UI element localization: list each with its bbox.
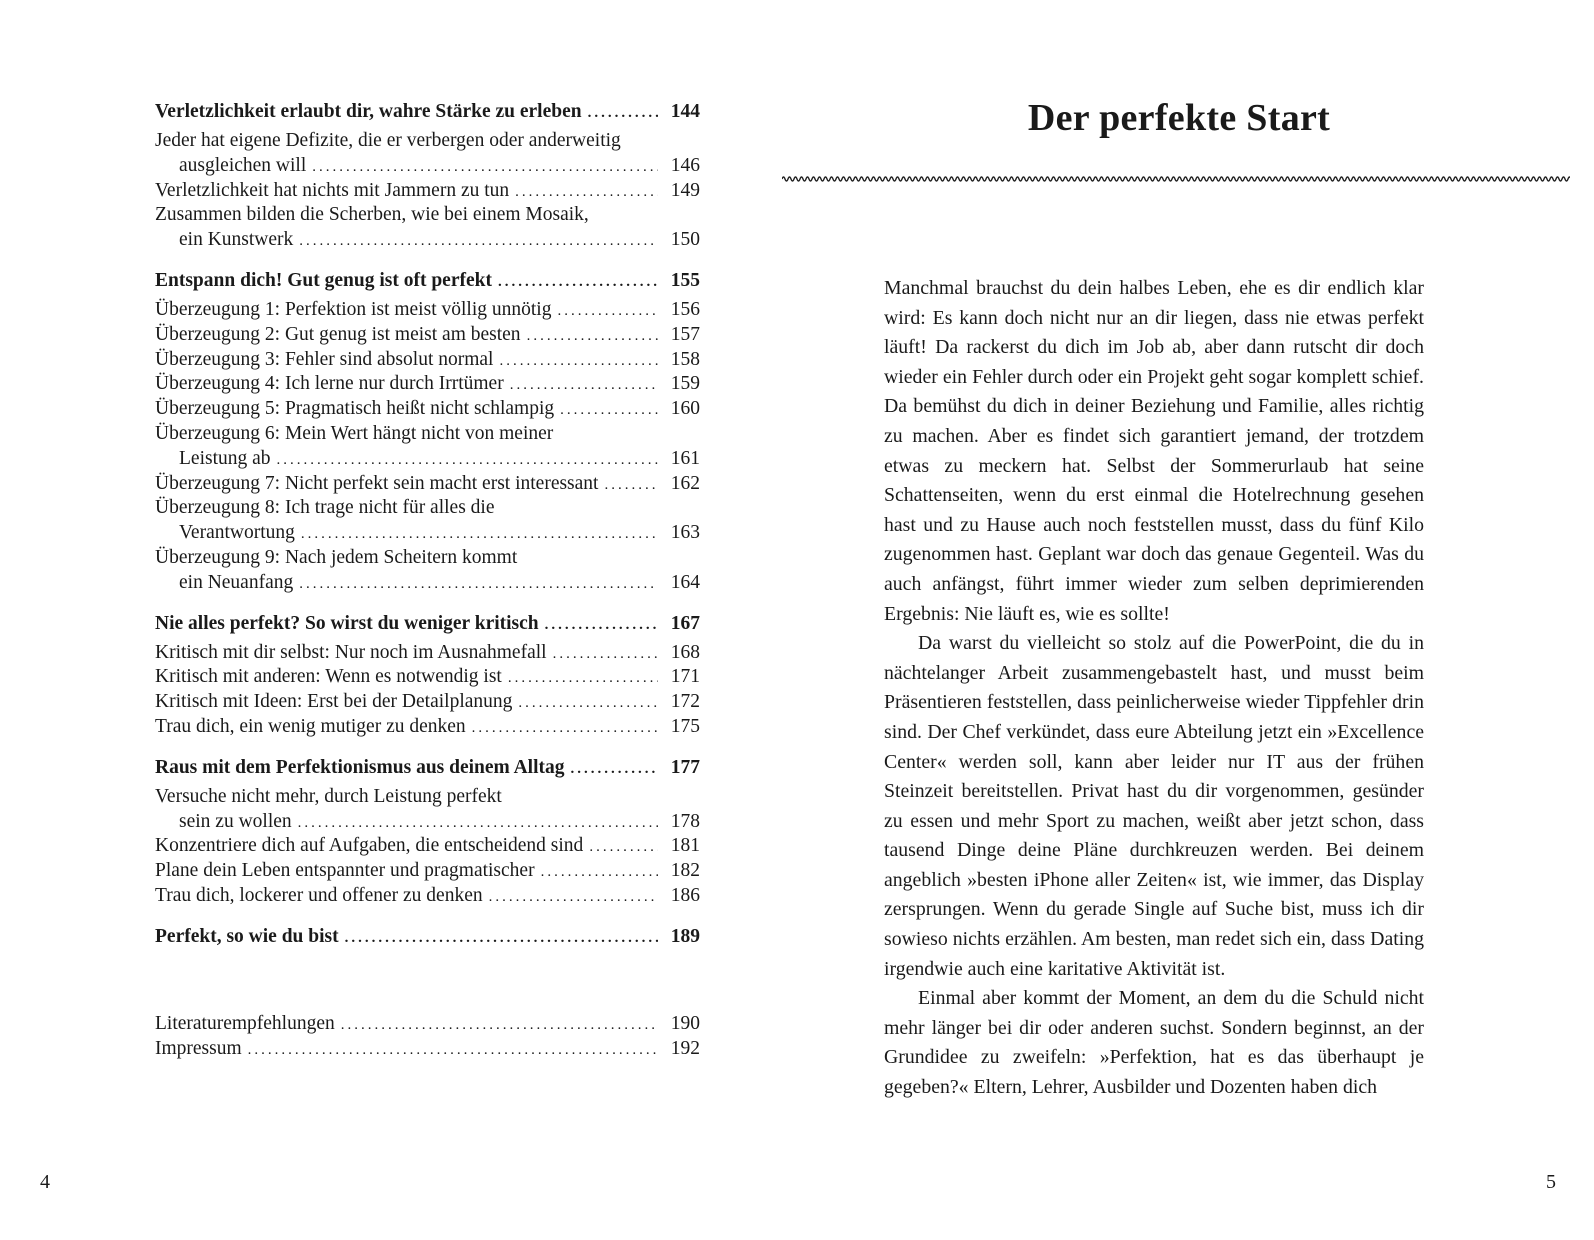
dot-leader [298, 811, 658, 836]
toc-entry-title: Überzeugung 3: Fehler sind absolut normal [155, 348, 494, 370]
toc-entry-page: 181 [670, 835, 700, 857]
wavy-divider [782, 172, 1570, 186]
toc-entry-page: 157 [670, 323, 700, 345]
toc-appendix-entry-title: Literaturempfehlungen [155, 1012, 335, 1034]
toc-entry-title: Leistung ab [179, 447, 271, 469]
toc-entry [155, 323, 700, 348]
chapter-title: Der perfekte Start [1027, 97, 1331, 139]
dot-leader [510, 373, 658, 398]
dot-leader [277, 448, 658, 473]
page-number-right: 5 [1546, 1171, 1556, 1193]
toc-entry [155, 348, 700, 373]
toc-entry-page: 158 [670, 348, 700, 370]
toc-entry-title: Überzeugung 7: Nicht perfekt sein macht erst interessant [155, 472, 599, 494]
toc-entry [155, 884, 700, 909]
toc-entry-title: ein Neuanfang [179, 571, 294, 593]
toc-entry-page: 182 [670, 860, 700, 882]
dot-leader [589, 835, 658, 860]
toc-entry-title: Kritisch mit dir selbst: Nur noch im Ausnahmefall [155, 641, 547, 663]
toc-section [155, 925, 700, 952]
toc-chapter-heading-title: Perfekt, so wie du bist [155, 925, 339, 947]
toc-entry [155, 372, 700, 397]
dot-leader [560, 398, 658, 423]
toc-entry [155, 715, 700, 740]
toc-entry-page: 161 [670, 447, 700, 469]
toc-chapter-heading-page: 189 [670, 925, 700, 947]
dot-leader [499, 349, 658, 374]
toc-appendix-entry-title: Impressum [155, 1037, 242, 1059]
toc-chapter-heading [155, 925, 700, 952]
toc-section [155, 100, 700, 253]
dot-leader [498, 270, 658, 295]
toc-entry-first-line: Jeder hat eigene Defizite, die er verbergen oder anderweitig [155, 130, 621, 151]
dot-leader [341, 1013, 658, 1038]
dot-leader [489, 885, 658, 910]
toc-entry-page: 162 [670, 472, 700, 494]
toc-entry [155, 834, 700, 859]
toc-entry-title: Überzeugung 4: Ich lerne nur durch Irrtümer [155, 373, 504, 395]
toc-entry-first-line: Versuche nicht mehr, durch Leistung perfekt [155, 785, 502, 807]
toc-entry-page: 178 [670, 810, 700, 832]
toc-entry [155, 447, 700, 472]
toc-entry-title: Kritisch mit anderen: Wenn es notwendig ist [155, 666, 502, 688]
chapter-body-text [884, 274, 1424, 1103]
toc-entry-page: 150 [670, 229, 700, 251]
dot-leader [604, 473, 658, 498]
right-page [790, 0, 1594, 1240]
dot-leader [508, 666, 658, 691]
toc-entry-title: sein zu wollen [179, 810, 292, 832]
dot-leader [248, 1038, 658, 1063]
toc-entry-page: 168 [670, 641, 700, 663]
toc-entry-title: Verantwortung [179, 522, 295, 544]
toc-chapter-heading-page: 167 [670, 612, 700, 634]
toc-appendix-entry [155, 1037, 700, 1062]
toc-entry-title: Überzeugung 2: Gut genug ist meist am besten [155, 323, 521, 345]
left-page [0, 0, 790, 1240]
dot-leader [541, 860, 658, 885]
toc-entry-page: 186 [670, 884, 700, 906]
dot-leader [545, 613, 658, 638]
toc-entry-title: Trau dich, lockerer und offener zu denken [155, 884, 483, 906]
dot-leader [301, 522, 658, 547]
toc-entry [155, 397, 700, 422]
toc-entry-page: 171 [670, 666, 700, 688]
dot-leader [518, 691, 658, 716]
toc-chapter-heading [155, 269, 700, 296]
toc-entry-title: Kritisch mit Ideen: Erst bei der Detailplanung [155, 691, 513, 713]
toc-entry [155, 665, 700, 690]
dot-leader [588, 101, 658, 126]
toc-section [155, 756, 700, 909]
table-of-contents [155, 100, 700, 1077]
toc-chapter-heading [155, 100, 700, 127]
toc-entry [155, 179, 700, 204]
toc-chapter-heading-title: Nie alles perfekt? So wirst du weniger kritisch [155, 612, 539, 634]
dot-leader [299, 572, 658, 597]
toc-entry-first-line: Überzeugung 6: Mein Wert hängt nicht von meiner [155, 422, 554, 444]
toc-entry-page: 159 [670, 373, 700, 395]
toc-entry [155, 472, 700, 497]
toc-entry-title: Überzeugung 5: Pragmatisch heißt nicht schlampig [155, 398, 555, 420]
toc-entry-page: 160 [670, 398, 700, 420]
toc-entry [155, 641, 700, 666]
toc-appendix-entry-page: 192 [670, 1037, 700, 1059]
toc-chapter-heading-title: Entspann dich! Gut genug ist oft perfekt [155, 269, 492, 291]
dot-leader [571, 757, 659, 782]
body-paragraph: Manchmal brauchst du dein halbes Leben, ehe es dir endlich klar wird: Es kann doch nicht nur an dir liegen, dass nie etwas perfekt läuft! Da rackerst du dich im Job ab, aber dann rutscht dir doch wieder ein Fehler durch oder ein Projekt geht sogar komplett schief. Da bemühst du dich in deiner Beziehung und Familie, alles richtig zu machen. Aber es findet sich garantiert jemand, der trotzdem etwas zu meckern hat. Selbst der Sommerurlaub hat seine Schattenseiten, wenn du erst einmal die Hotelrechnung gesehen hast und zu Hause auch noch feststellen musst, dass du fünf Kilo zugenommen hast. Geplant war doch das genaue Gegenteil. Was du auch anfängst, führt immer wieder zum selben deprimierenden Ergebnis: Nie läuft es, wie es sollte! [884, 277, 1424, 625]
dot-leader [557, 299, 658, 324]
toc-chapter-heading-title: Raus mit dem Perfektionismus aus deinem Alltag [155, 756, 565, 778]
toc-entry-first-line: Überzeugung 9: Nach jedem Scheitern kommt [155, 546, 518, 568]
toc-entry-first-line: Überzeugung 8: Ich trage nicht für alles die [155, 497, 495, 519]
toc-appendix-entry [155, 1012, 700, 1037]
dot-leader [312, 155, 658, 180]
body-paragraph: Da warst du vielleicht so stolz auf die PowerPoint, die du in nächtelanger Arbeit zusammengebastelt hast, und musst beim Präsentieren feststellen, dass peinlicherweise wieder Tippfehler drin sind. Der Chef verkündet, dass eure Abteilung jetzt ein »Excellence Center« werden soll, kann aber leider nur IT aus der frühen Steinzeit bereitstellen. Privat hast du dir vorgenommen, gesünder zu essen und mehr Sport zu machen, weißt aber jetzt schon, dass tausend Dinge deine Pläne durchkreuzen werden. Bei deinem angeblich »besten iPhone aller Zeiten« ist, wie immer, das Display zersprungen. Wenn du gerade Single auf Suche bist, muss ich dir sowieso nichts erzählen. Am besten, man redet sich ein, dass Dating irgendwie auch eine karitative Aktivität ist. [884, 632, 1424, 980]
toc-entry-page: 175 [670, 715, 700, 737]
toc-chapter-heading [155, 756, 700, 783]
toc-appendix [155, 1012, 700, 1062]
toc-entry-title: ausgleichen will [179, 154, 307, 176]
toc-entry-title: Überzeugung 1: Perfektion ist meist völlig unnötig [155, 298, 552, 320]
dot-leader [553, 642, 658, 667]
toc-entry-page: 172 [670, 691, 700, 713]
toc-appendix-entry-page: 190 [670, 1012, 700, 1034]
dot-leader [345, 926, 658, 951]
toc-entry-page: 163 [670, 522, 700, 544]
toc-chapter-heading-page: 144 [670, 101, 700, 122]
toc-entry [155, 154, 700, 179]
toc-entry-title: Verletzlichkeit hat nichts mit Jammern zu tun [155, 179, 510, 201]
body-paragraph: Einmal aber kommt der Moment, an dem du die Schuld nicht mehr länger bei dir oder anderen suchst. Sondern beginnst, an der Grundidee zu zweifeln: »Perfektion, hat es das überhaupt je gegeben?« Eltern, Lehrer, Ausbilder und Dozenten haben dich [884, 987, 1424, 1099]
toc-entry-page: 156 [670, 298, 700, 320]
toc-chapter-heading-page: 155 [670, 269, 700, 291]
toc-entry-title: Konzentriere dich auf Aufgaben, die entscheidend sind [155, 835, 584, 857]
toc-section [155, 612, 700, 740]
toc-entry [155, 571, 700, 596]
dot-leader [472, 716, 658, 741]
page-number-left: 4 [40, 1171, 50, 1193]
toc-entry-page: 149 [670, 179, 700, 201]
toc-chapter-heading-page: 177 [670, 756, 700, 778]
toc-entry [155, 298, 700, 323]
toc-entry-page: 146 [670, 154, 700, 176]
dot-leader [527, 324, 658, 349]
toc-entry-title: ein Kunstwerk [179, 229, 294, 251]
toc-entry [155, 690, 700, 715]
toc-entry-first-line: Zusammen bilden die Scherben, wie bei einem Mosaik, [155, 204, 589, 226]
dot-leader [299, 229, 658, 254]
toc-entry-title: Plane dein Leben entspannter und pragmatischer [155, 860, 535, 882]
toc-entry-title: Trau dich, ein wenig mutiger zu denken [155, 715, 466, 737]
toc-entry-page: 164 [670, 571, 700, 593]
toc-entry [155, 521, 700, 546]
toc-entry [155, 859, 700, 884]
toc-section [155, 269, 700, 596]
toc-chapter-heading [155, 612, 700, 639]
toc-spacer [155, 968, 700, 1012]
toc-entry [155, 228, 700, 253]
toc-entry [155, 810, 700, 835]
dot-leader [515, 180, 658, 205]
toc-chapter-heading-title: Verletzlichkeit erlaubt dir, wahre Stärke zu erleben [155, 101, 582, 122]
